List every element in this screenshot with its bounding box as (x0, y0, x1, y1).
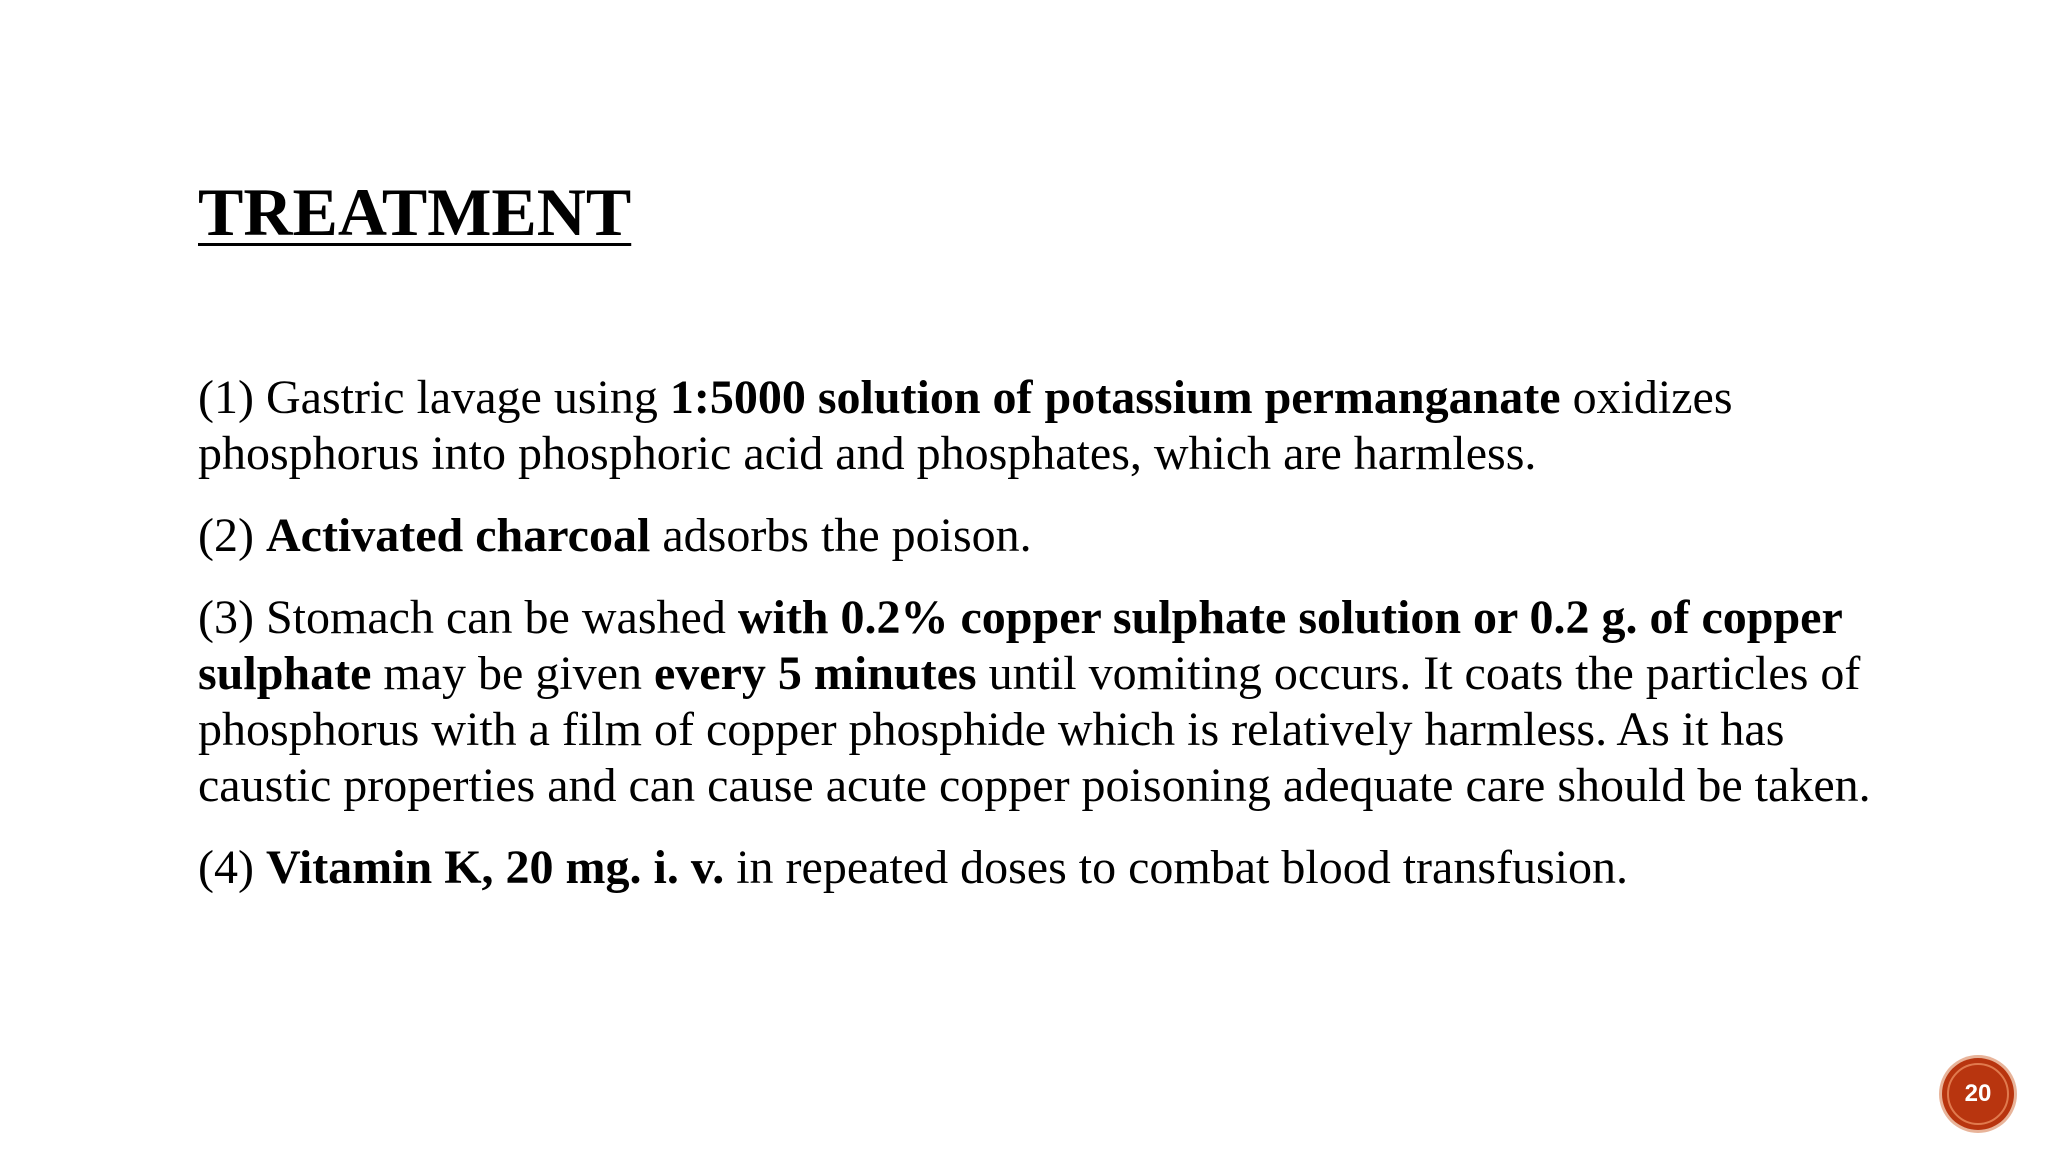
text-segment: (2) (198, 509, 266, 562)
text-segment: until vomiting occurs. It coats the particles of phosphorus with a film of copper phosphide which is relatively harmless. As it has caustic properties and can cause acute copper poisoning adequate care should be taken. (198, 647, 1871, 812)
slide-title: TREATMENT (198, 174, 632, 250)
treatment-item-2 (198, 508, 1918, 564)
slide-body (198, 370, 1918, 922)
text-segment: (3) Stomach can be washed (198, 591, 738, 644)
text-segment: may be given (371, 647, 654, 700)
text-segment: oxidizes phosphorus into phosphoric acid and phosphates, which are harmless. (198, 371, 1733, 480)
text-segment-bold: Activated charcoal (265, 509, 651, 562)
treatment-item-1 (198, 370, 1918, 482)
page-number-badge (1942, 1058, 2014, 1130)
text-segment-bold: every 5 minutes (653, 647, 977, 700)
treatment-item-3 (198, 590, 1918, 814)
text-segment: in repeated doses to combat blood transfusion. (724, 841, 1628, 894)
text-segment: (1) Gastric lavage using (198, 371, 670, 424)
text-segment-bold: with 0.2% copper sulphate solution or 0.2 g. of copper sulphate (198, 591, 1842, 700)
treatment-item-4 (198, 840, 1918, 896)
text-segment-bold: Vitamin K, 20 mg. i. v. (265, 841, 725, 894)
text-segment: adsorbs the poison. (650, 509, 1032, 562)
text-segment: (4) (198, 841, 266, 894)
page-number-ring (1947, 1063, 2009, 1125)
page-number: 20 (1964, 1080, 1992, 1107)
text-segment-bold: 1:5000 solution of potassium permanganate (669, 371, 1561, 424)
